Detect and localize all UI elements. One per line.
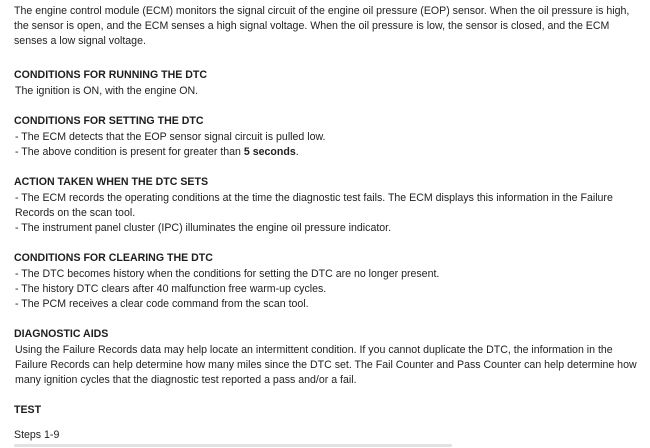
section-heading: CONDITIONS FOR RUNNING THE DTC [14, 69, 208, 81]
section-heading: CONDITIONS FOR CLEARING THE DTC [14, 252, 213, 264]
list-item: - The DTC becomes history when the conditions for setting the DTC are no longer present. [15, 268, 440, 280]
steps-label: Steps 1-9 [14, 429, 60, 441]
section-running [14, 68, 642, 99]
section-heading: TEST [14, 404, 42, 416]
list-item: - The PCM receives a clear code command from the scan tool. [15, 298, 309, 310]
section-text: Using the Failure Records data may help locate an intermittent condition. If you cannot duplicate the DTC, the information in the Failure Records can help determine how many miles since the DTC set. The Fail Counter and Pass Counter can help determine how many ignition cycles that the diagnostic test reported a pass and/or a fail. [15, 344, 637, 386]
list-item-text: - The above condition is present for greater than [15, 146, 244, 158]
section-setting [14, 114, 642, 160]
list-item: - The history DTC clears after 40 malfunction free warm-up cycles. [15, 283, 327, 295]
section-heading: DIAGNOSTIC AIDS [14, 328, 109, 340]
section-diagnostic-aids [14, 327, 642, 388]
list-item: - The instrument panel cluster (IPC) illuminates the engine oil pressure indicator. [15, 222, 392, 234]
list-item [14, 145, 642, 160]
section-text: The ignition is ON, with the engine ON. [15, 85, 199, 97]
section-heading: ACTION TAKEN WHEN THE DTC SETS [14, 176, 209, 188]
section-clearing [14, 251, 642, 312]
intro-paragraph: The engine control module (ECM) monitors the signal circuit of the engine oil pressure (EOP) sensor. When the oil pressure is high, the sensor is open, and the ECM senses a high signal voltage. When the oil pressure is low, the sensor is closed, and the ECM senses a low signal voltage. [14, 5, 630, 47]
section-test [14, 403, 642, 443]
section-heading: CONDITIONS FOR SETTING THE DTC [14, 115, 204, 127]
section-action [14, 175, 642, 236]
horizontal-scrollbar[interactable] [14, 444, 452, 447]
list-item: - The ECM records the operating conditions at the time the diagnostic test fails. The ECM displays this information in the Failure Records on the scan tool. [15, 192, 613, 219]
list-item: - The ECM detects that the EOP sensor signal circuit is pulled low. [15, 131, 326, 143]
list-item-text: . [295, 146, 299, 158]
duration-value: 5 seconds [243, 146, 296, 158]
